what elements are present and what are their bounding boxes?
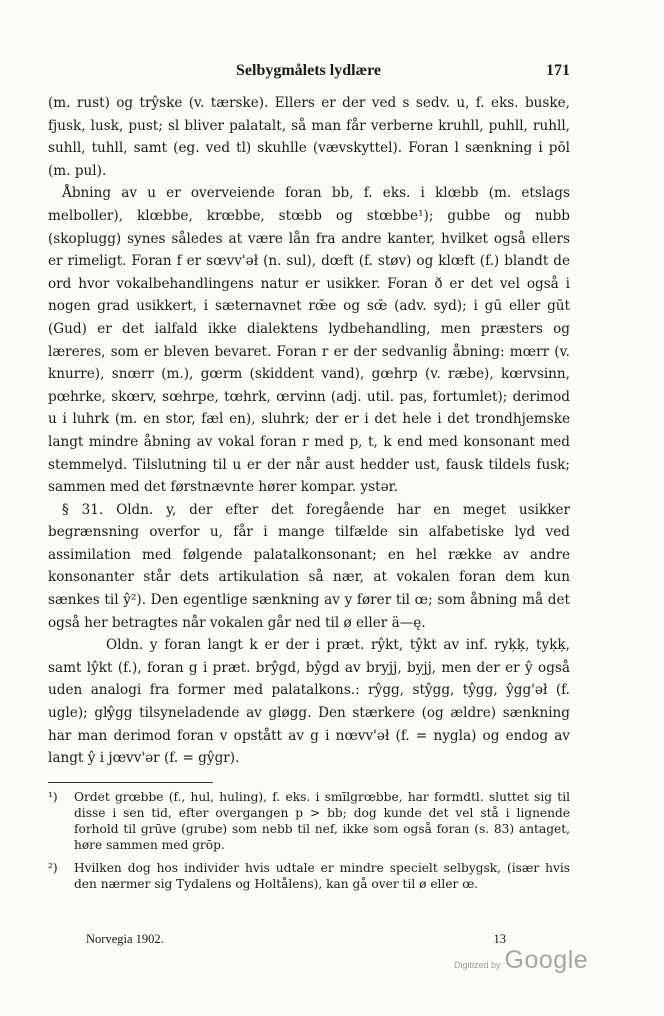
- paragraph-4: Oldn. y foran langt k er der i præt. rŷkt, tŷkt av inf. ryķķ, tyķķ, samt lŷkt (f.), foran g i præt. brŷgd, bŷgd av bryjj, byjj, men der er ŷ også uden analogi fra former med palatalkons.: rŷgg, stŷgg, tŷgg, ŷgg'əł (f. ugle); gŀŷgg tilsyneladende av gløgg. Den stærkere (og ældre) sænkning har man derimod foran v opstått av g i nœvv'əł (f. = nygla) og endog av langt ŷ i jœvv'ər (f. = gŷgr).: [48, 637, 570, 767]
- digitization-watermark: [454, 946, 588, 975]
- page: [48, 56, 570, 892]
- footnote-1-mark: ¹): [48, 789, 58, 804]
- watermark-small-text: Digitized by: [454, 960, 501, 970]
- header-title: Selbygmålets lydlære: [236, 62, 382, 79]
- page-number: 171: [546, 62, 570, 79]
- paragraph-2: Åbning av u er overveiende foran bb, f. eks. i klœbb (m. etslags melboller), klœbbe, krœbbe, stœbb og stœbbe¹); gubbe og nubb (skoplugg) synes således at være lån fra andre kanter, hvilket også ellers er rimeligt. Foran f er sœvv'əł (n. sul), dœft (f. støv) og klœft (f.) blandt de ord hvor vokalbehandlingens natur er usikker. Foran ð er det vel også i nogen grad usikkert, i sæternavnet rœ̄e og sœ̄ (adv. syd); i gū eller gūt (Gud) er det ialfald ikke dialektens lydbehandling, men præsters og læreres, som er bleven bevaret. Foran r er der sedvanlig åbning: mœrr (v. knurre), snœrr (m.), gœrm (skiddent vand), gœhrp (v. ræbe), kœrvsinn, pœhrke, skœrv, sœhrpe, tœhrk, œrvinn (adj. util. pas, fortumlet); derimod u i luhrk (m. en stor, fæl en), sluhrk; der er i det hele i det trondhjemske langt mindre åbning av vokal foran r med p, t, k end med konsonant med stemmelyd. Tilslutning til u er der når aust hedder ust, fausk tildels fusk; sammen med det førstnævnte hører kompar. ystər.: [48, 185, 570, 496]
- running-header: [48, 56, 570, 86]
- footnote-rule: [48, 782, 213, 783]
- footnote-2-text: Hvilken dog hos individer hvis udtale er mindre specielt selbygsk, (især hvis den nærmer sig Tydalens og Holtålens), kan gå over til ø eller œ.: [74, 860, 570, 891]
- body-text: [48, 92, 570, 770]
- paragraph-1: (m. rust) og trŷske (v. tærske). Ellers er der ved s sedv. u, f. eks. buske, fjusk, lusk, pust; sl bliver palatalt, så man får verberne kruhll, puhll, ruhll, suhll, tuhll, samt (eg. ved tl) skuhlle (vævskyttel). Foran l sænkning i pōl (m. pul).: [48, 95, 570, 179]
- footer-journal: Norvegia 1902.: [86, 932, 164, 946]
- footer-signature: 13: [493, 932, 506, 946]
- footnote-2: [48, 860, 570, 892]
- footnote-1-text: Ordet grœbbe (f., hul, huling), f. eks. i smīlgrœbbe, har formdtl. sluttet sig til disse i sen tid, efter overgangen p > bb; dog kunde det vel stå i lignende forhold til grūve (grube) som nebb til nef, ikke som også foran (s. 83) antaget, høre sammen med grōp.: [74, 789, 570, 853]
- page-footer: [86, 932, 506, 947]
- paragraph-3-section-31: § 31. Oldn. y, der efter det foregående har en meget usikker begrænsning overfor u, får i mange tilfælde sin alfabetiske lyd ved assimilation med følgende palatalkonsonant; en hel række av andre konsonanter står dets artikulation så nær, at vokalen foran dem kun sænkes til ŷ²). Den egentlige sænkning av y fører til œ; som åbning må det også her betragtes når vokalen går ned til ø eller ä—ę.: [48, 501, 570, 631]
- footnote-2-mark: ²): [48, 860, 58, 875]
- watermark-logo-text: Google: [504, 946, 589, 974]
- footnote-1: [48, 789, 570, 854]
